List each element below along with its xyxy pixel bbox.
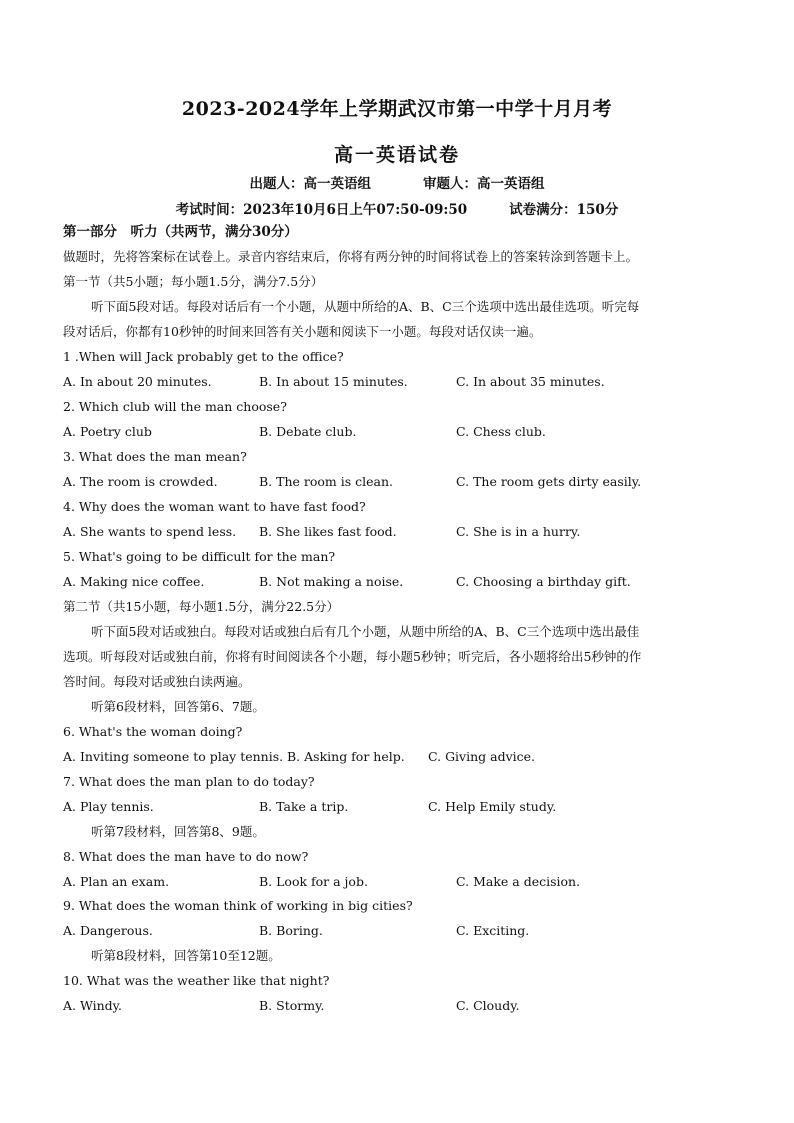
author-label: 出题人：高一英语组 xyxy=(249,176,371,192)
option-2c: C. Chess club. xyxy=(456,424,546,439)
option-3b: B. The room is clean. xyxy=(259,474,394,489)
option-7a: A. Play tennis. xyxy=(63,799,154,814)
option-5b: B. Not making a noise. xyxy=(259,574,404,589)
option-2b: B. Debate club. xyxy=(259,424,357,439)
question-8: 8. What does the man have to do now? xyxy=(63,849,309,864)
option-2a: A. Poetry club xyxy=(63,424,152,439)
option-1c: C. In about 35 minutes. xyxy=(456,374,605,389)
reviewer-label: 审题人：高一英语组 xyxy=(423,176,545,192)
option-8a: A. Plan an exam. xyxy=(63,874,170,889)
option-6a: A. Inviting someone to play tennis. xyxy=(63,749,284,764)
exam-title: 2023-2024学年上学期武汉市第一中学十月月考 xyxy=(181,98,613,120)
option-6c: C. Giving advice. xyxy=(428,749,536,764)
question-2: 2. Which club will the man choose? xyxy=(63,399,287,414)
option-4b: B. She likes fast food. xyxy=(259,524,397,539)
exam-info xyxy=(0,198,794,218)
option-5a: A. Making nice coffee. xyxy=(63,574,205,589)
option-5c: C. Choosing a birthday gift. xyxy=(456,574,631,589)
section2-directions-line1: 听下面5段对话或独白。每段对话或独白后有几个小题，从题中所给的A、B、C三个选项中选出最佳 xyxy=(91,624,640,639)
question-1: 1 .When will Jack probably get to the office? xyxy=(63,349,344,364)
exam-time: 考试时间：2023年10月6日上午07:50-09:50 xyxy=(175,202,468,218)
option-6b: B. Asking for help. xyxy=(287,749,405,764)
option-1b: B. In about 15 minutes. xyxy=(259,374,408,389)
question-4: 4. Why does the woman want to have fast food? xyxy=(63,499,366,514)
question-7: 7. What does the man plan to do today? xyxy=(63,774,315,789)
section2-heading: 第二节（共15小题，每小题1.5分，满分22.5分） xyxy=(63,599,340,614)
full-score: 试卷满分：150分 xyxy=(509,202,619,218)
option-9c: C. Exciting. xyxy=(456,923,530,938)
section2-directions-line2: 选项。听每段对话或独白前，你将有时间阅读各个小题，每小题5秒钟；听完后，各小题将给出5秒钟的作 xyxy=(63,649,642,664)
material-6-note: 听第6段材料，回答第6、7题。 xyxy=(91,699,265,714)
option-7b: B. Take a trip. xyxy=(259,799,349,814)
section1-heading: 第一节（共5小题；每小题1.5分，满分7.5分） xyxy=(63,274,324,289)
option-3c: C. The room gets dirty easily. xyxy=(456,474,642,489)
option-7c: C. Help Emily study. xyxy=(428,799,557,814)
option-8c: C. Make a decision. xyxy=(456,874,581,889)
material-8-note: 听第8段材料，回答第10至12题。 xyxy=(91,948,281,963)
question-10: 10. What was the weather like that night? xyxy=(63,973,330,988)
exam-authors xyxy=(0,172,794,192)
option-4c: C. She is in a hurry. xyxy=(456,524,581,539)
option-3a: A. The room is crowded. xyxy=(63,474,218,489)
option-9b: B. Boring. xyxy=(259,923,323,938)
question-6: 6. What's the woman doing? xyxy=(63,724,243,739)
question-5: 5. What's going to be difficult for the man? xyxy=(63,549,336,564)
section1-directions-line2: 段对话后，你都有10秒钟的时间来回答有关小题和阅读下一小题。每段对话仅读一遍。 xyxy=(63,324,542,339)
exam-subtitle: 高一英语试卷 xyxy=(333,144,460,166)
question-3: 3. What does the man mean? xyxy=(63,449,247,464)
section2-directions-line3: 答时间。每段对话或独白读两遍。 xyxy=(63,674,251,689)
option-1a: A. In about 20 minutes. xyxy=(63,374,212,389)
option-10c: C. Cloudy. xyxy=(456,998,520,1013)
part1-heading: 第一部分 听力（共两节，满分30分） xyxy=(63,224,298,240)
option-4a: A. She wants to spend less. xyxy=(63,524,237,539)
section1-directions-line1: 听下面5段对话。每段对话后有一个小题，从题中所给的A、B、C三个选项中选出最佳选项。听完每 xyxy=(91,299,640,314)
material-7-note: 听第7段材料，回答第8、9题。 xyxy=(91,824,265,839)
option-9a: A. Dangerous. xyxy=(63,923,153,938)
option-8b: B. Look for a job. xyxy=(259,874,368,889)
option-10a: A. Windy. xyxy=(63,998,123,1013)
part1-instruction: 做题时，先将答案标在试卷上。录音内容结束后，你将有两分钟的时间将试卷上的答案转涂到答题卡上。 xyxy=(63,249,639,264)
option-10b: B. Stormy. xyxy=(259,998,325,1013)
question-9: 9. What does the woman think of working in big cities? xyxy=(63,898,413,913)
